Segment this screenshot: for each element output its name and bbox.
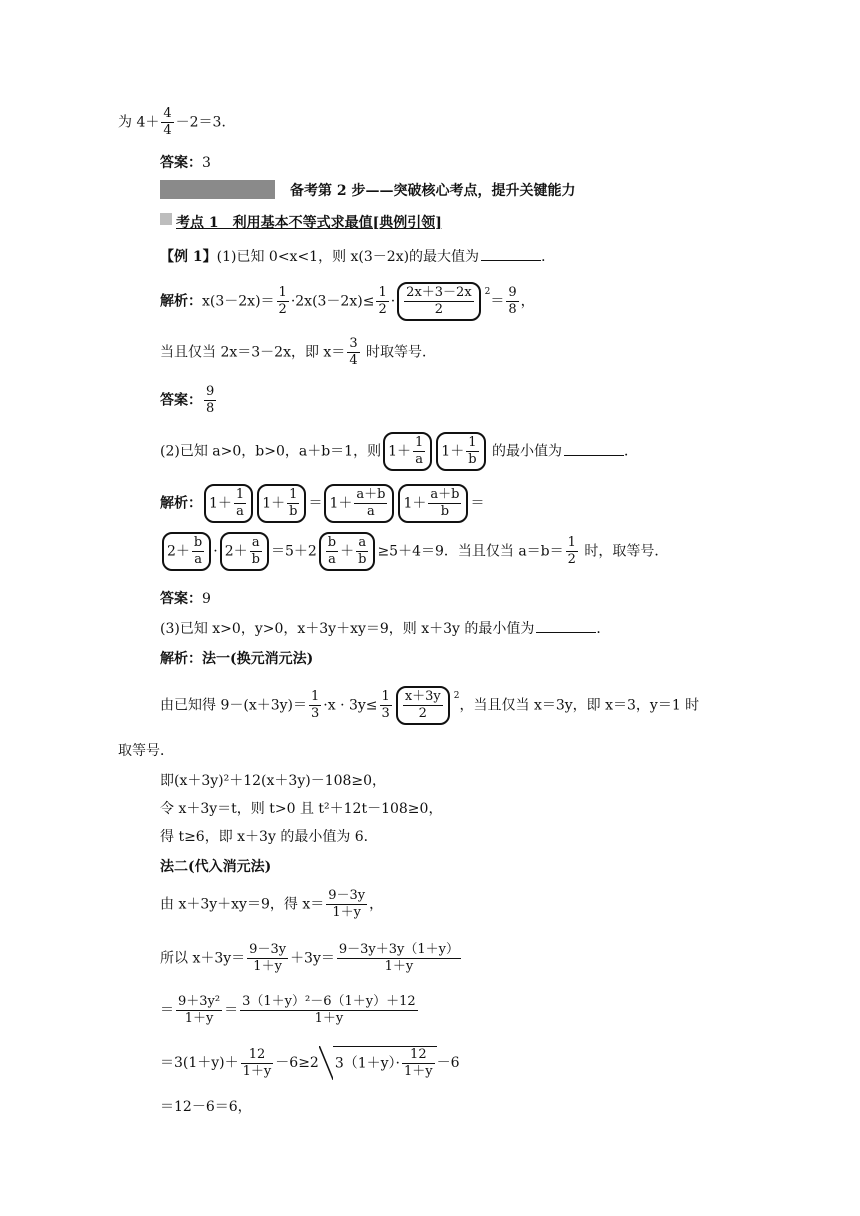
method-2-line-4: ＝3(1＋y)＋ $\frac{12}{1+y}$ －6≥2 3（1＋y）· $\frac{12}{1+y}$ －6 xyxy=(160,1046,460,1079)
method-2-line-3: ＝ $\frac{\text{9＋3y²}}{1+y}$ ＝ $\frac{\text{3（1＋y）²－6（1＋y）＋12}}{1+y}$ xyxy=(160,994,416,1026)
method-1-step-3: 得 t≥6，即 x＋3y 的最小值为 6． xyxy=(160,829,378,845)
solution-3: 解析：法一(换元消元法) xyxy=(160,651,314,667)
example-1: 【例 1】(1)已知 0<x<1，则 x(3－2x)的最大值为 ． xyxy=(160,249,556,265)
fraction: $\frac{4}{4}$ xyxy=(163,106,172,138)
method-1-line: 由已知得 9－(x＋3y)＝ $\frac{1}{3}$ ·x · 3y≤ $\frac{1}{3}$ $\frac{x+3y}{2}$ $^2$，当且仅当 x＝3y，即 x＝3，y＝1 时 xyxy=(160,686,699,725)
method-1-step-1: 即(x＋3y)²＋12(x＋3y)－108≥0， xyxy=(160,773,387,789)
answer-2: 答案： $\frac{9}{8}$ xyxy=(160,384,215,416)
solution-1: 解析：x(3－2x)＝ $\frac{1}{2}$ ·2x(3－2x)≤ $\frac{1}{2}$ · $\frac{2x+3-2x}{2}$ $^2$＝ $\frac{9}{8}$ ， xyxy=(160,282,535,321)
method-1-cont: 取等号． xyxy=(118,743,174,759)
solution-2-cont: 2＋ $\frac{b}{a}$ · 2＋ $\frac{a}{b}$ ＝5＋2 $\frac{b}{a}$ ＋ $\frac{a}{b}$ ≥5＋4＝9．当且仅当 a＝b＝ $\frac{1}{2}$ 时，取等号． xyxy=(160,532,668,571)
point-title: 考点 1 利用基本不等式求最值[典例引领] xyxy=(176,215,442,231)
method-1-step-2: 令 x＋3y＝t，则 t>0 且 t²＋12t－108≥0， xyxy=(160,801,443,817)
answer-line: 答案：3 xyxy=(160,155,211,171)
answer-3: 答案：9 xyxy=(160,591,211,607)
point-marker xyxy=(160,213,172,225)
line-result: 为 4＋ $\frac{4}{4}$ －2＝3． xyxy=(118,106,236,138)
section-marker xyxy=(160,180,275,199)
solution-1-condition: 当且仅当 2x＝3－2x，即 x＝ $\frac{3}{4}$ 时取等号． xyxy=(160,336,437,368)
example-2: (2)已知 a>0，b>0，a＋b＝1，则 1＋ $\frac{1}{a}$ 1＋ $\frac{1}{b}$ 的最小值为 ． xyxy=(160,432,638,471)
method-2-line-1: 由 x＋3y＋xy＝9，得 x＝ $\frac{9-3y}{1+y}$ ， xyxy=(160,888,384,920)
answer-blank xyxy=(536,632,596,633)
method-2-line-5: ＝12－6＝6， xyxy=(160,1099,252,1115)
answer-blank xyxy=(481,260,541,261)
example-3: (3)已知 x>0，y>0，x＋3y＋xy＝9，则 x＋3y 的最小值为 ． xyxy=(160,621,611,637)
solution-2: 解析： 1＋ $\frac{1}{a}$ 1＋ $\frac{1}{b}$ ＝ 1＋ $\frac{a+b}{a}$ 1＋ $\frac{a+b}{b}$ ＝ xyxy=(160,484,484,523)
answer-blank xyxy=(564,455,624,456)
method-2-line-2: 所以 x＋3y＝ $\frac{9-3y}{1+y}$ ＋3y＝ $\frac{9-3y+3y(1+y)}{1+y}$ xyxy=(160,942,460,974)
section-title: 备考第 2 步——突破核心考点，提升关键能力 xyxy=(290,183,576,199)
square-root: 3（1＋y）· $\frac{12}{1+y}$ xyxy=(333,1046,437,1080)
method-2-title: 法二(代入消元法) xyxy=(160,859,272,875)
